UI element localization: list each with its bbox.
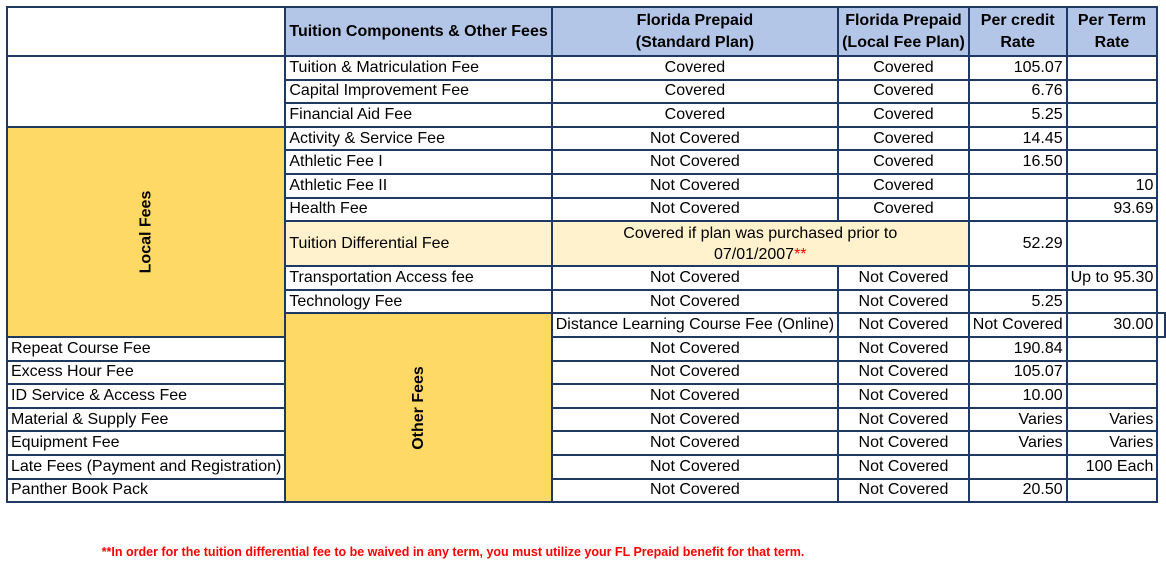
credit-rate: 5.25 — [969, 103, 1067, 127]
fee-name: Technology Fee — [285, 290, 551, 314]
header-blank-cell — [7, 7, 285, 56]
local-coverage: Not Covered — [838, 408, 969, 432]
fee-name: Repeat Course Fee — [7, 337, 285, 361]
header-row — [7, 7, 1165, 56]
header-credit-rate: Per credit Rate — [969, 7, 1067, 56]
fee-name: Athletic Fee II — [285, 174, 551, 198]
standard-coverage: Not Covered — [552, 361, 838, 385]
table-row — [7, 455, 1165, 479]
fee-name: Financial Aid Fee — [285, 103, 551, 127]
credit-rate: 30.00 — [1067, 313, 1158, 337]
standard-coverage: Covered — [552, 80, 838, 104]
term-rate — [1067, 103, 1158, 127]
table-row — [7, 408, 1165, 432]
header-term-rate: Per Term Rate — [1067, 7, 1158, 56]
footnote: **In order for the tuition differential fee to be waived in any term, you must utilize your FL Prepaid benefit for that term. — [101, 545, 805, 559]
standard-coverage: Not Covered — [552, 127, 838, 151]
credit-rate — [969, 455, 1067, 479]
term-rate — [1067, 56, 1158, 80]
standard-coverage: Not Covered — [552, 479, 838, 503]
credit-rate: 14.45 — [969, 127, 1067, 151]
standard-coverage: Not Covered — [552, 455, 838, 479]
term-rate: Up to 95.30 — [1067, 266, 1158, 290]
table-row — [7, 337, 1165, 361]
term-rate — [1067, 384, 1158, 408]
table-row — [7, 384, 1165, 408]
standard-coverage: Not Covered — [552, 150, 838, 174]
credit-rate — [969, 198, 1067, 222]
fee-name: Health Fee — [285, 198, 551, 222]
differential-coverage-note: Covered if plan was purchased prior to 07/01/2007** — [552, 221, 969, 266]
credit-rate: Varies — [969, 431, 1067, 455]
fee-name: Equipment Fee — [7, 431, 285, 455]
fee-name: Capital Improvement Fee — [285, 80, 551, 104]
standard-coverage: Not Covered — [552, 174, 838, 198]
fee-name: Activity & Service Fee — [285, 127, 551, 151]
local-coverage: Covered — [838, 127, 969, 151]
term-rate — [1067, 290, 1158, 314]
standard-coverage: Not Covered — [552, 198, 838, 222]
local-fees-group-label — [7, 127, 285, 337]
fee-name: Tuition & Matriculation Fee — [285, 56, 551, 80]
standard-coverage: Not Covered — [552, 266, 838, 290]
header-standard-plan: Florida Prepaid (Standard Plan) — [552, 7, 838, 56]
header-local-plan: Florida Prepaid (Local Fee Plan) — [838, 7, 969, 56]
standard-coverage: Not Covered — [552, 408, 838, 432]
fee-name: Excess Hour Fee — [7, 361, 285, 385]
group-blank — [7, 56, 285, 127]
term-rate — [1067, 221, 1158, 266]
local-coverage: Not Covered — [838, 455, 969, 479]
fee-name: Late Fees (Payment and Registration) — [7, 455, 285, 479]
fee-name: ID Service & Access Fee — [7, 384, 285, 408]
fee-name: Transportation Access fee — [285, 266, 551, 290]
credit-rate: 52.29 — [969, 221, 1067, 266]
credit-rate: 190.84 — [969, 337, 1067, 361]
term-rate — [1067, 127, 1158, 151]
header-component: Tuition Components & Other Fees — [285, 7, 551, 56]
local-coverage: Not Covered — [838, 479, 969, 503]
standard-coverage: Not Covered — [838, 313, 969, 337]
local-coverage: Not Covered — [838, 290, 969, 314]
credit-rate: 20.50 — [969, 479, 1067, 503]
standard-coverage: Not Covered — [552, 337, 838, 361]
other-fees-group-label — [285, 313, 551, 502]
term-rate: 100 Each — [1067, 455, 1158, 479]
credit-rate: 5.25 — [969, 290, 1067, 314]
local-coverage: Not Covered — [838, 266, 969, 290]
credit-rate: 6.76 — [969, 80, 1067, 104]
term-rate — [1067, 361, 1158, 385]
term-rate — [1157, 313, 1165, 337]
standard-coverage: Covered — [552, 103, 838, 127]
table-row — [7, 56, 1165, 80]
credit-rate: 105.07 — [969, 361, 1067, 385]
local-coverage: Not Covered — [838, 337, 969, 361]
credit-rate: 16.50 — [969, 150, 1067, 174]
term-rate — [1067, 80, 1158, 104]
fees-table — [6, 6, 1166, 503]
credit-rate — [969, 266, 1067, 290]
term-rate: 93.69 — [1067, 198, 1158, 222]
fee-name: Tuition Differential Fee — [285, 221, 551, 266]
fee-name: Panther Book Pack — [7, 479, 285, 503]
local-coverage: Not Covered — [969, 313, 1067, 337]
credit-rate — [969, 174, 1067, 198]
local-coverage: Covered — [838, 56, 969, 80]
table-row — [7, 361, 1165, 385]
local-fees-label: Local Fees — [137, 190, 155, 274]
other-fees-label: Other Fees — [409, 365, 427, 450]
local-coverage: Covered — [838, 198, 969, 222]
fee-name: Athletic Fee I — [285, 150, 551, 174]
term-rate: Varies — [1067, 431, 1158, 455]
term-rate — [1067, 150, 1158, 174]
table-row — [7, 479, 1165, 503]
term-rate: Varies — [1067, 408, 1158, 432]
standard-coverage: Covered — [552, 56, 838, 80]
local-coverage: Covered — [838, 150, 969, 174]
fee-name: Material & Supply Fee — [7, 408, 285, 432]
local-coverage: Covered — [838, 103, 969, 127]
footnote-marker: ** — [794, 245, 807, 263]
credit-rate: Varies — [969, 408, 1067, 432]
credit-rate: 105.07 — [969, 56, 1067, 80]
local-coverage: Not Covered — [838, 384, 969, 408]
local-coverage: Covered — [838, 80, 969, 104]
local-coverage: Covered — [838, 174, 969, 198]
standard-coverage: Not Covered — [552, 384, 838, 408]
standard-coverage: Not Covered — [552, 290, 838, 314]
term-rate: 10 — [1067, 174, 1158, 198]
fee-name: Distance Learning Course Fee (Online) — [552, 313, 838, 337]
local-coverage: Not Covered — [838, 361, 969, 385]
table-row — [7, 431, 1165, 455]
credit-rate: 10.00 — [969, 384, 1067, 408]
standard-coverage: Not Covered — [552, 431, 838, 455]
local-coverage: Not Covered — [838, 431, 969, 455]
table-row — [7, 127, 1165, 151]
term-rate — [1067, 479, 1158, 503]
term-rate — [1067, 337, 1158, 361]
